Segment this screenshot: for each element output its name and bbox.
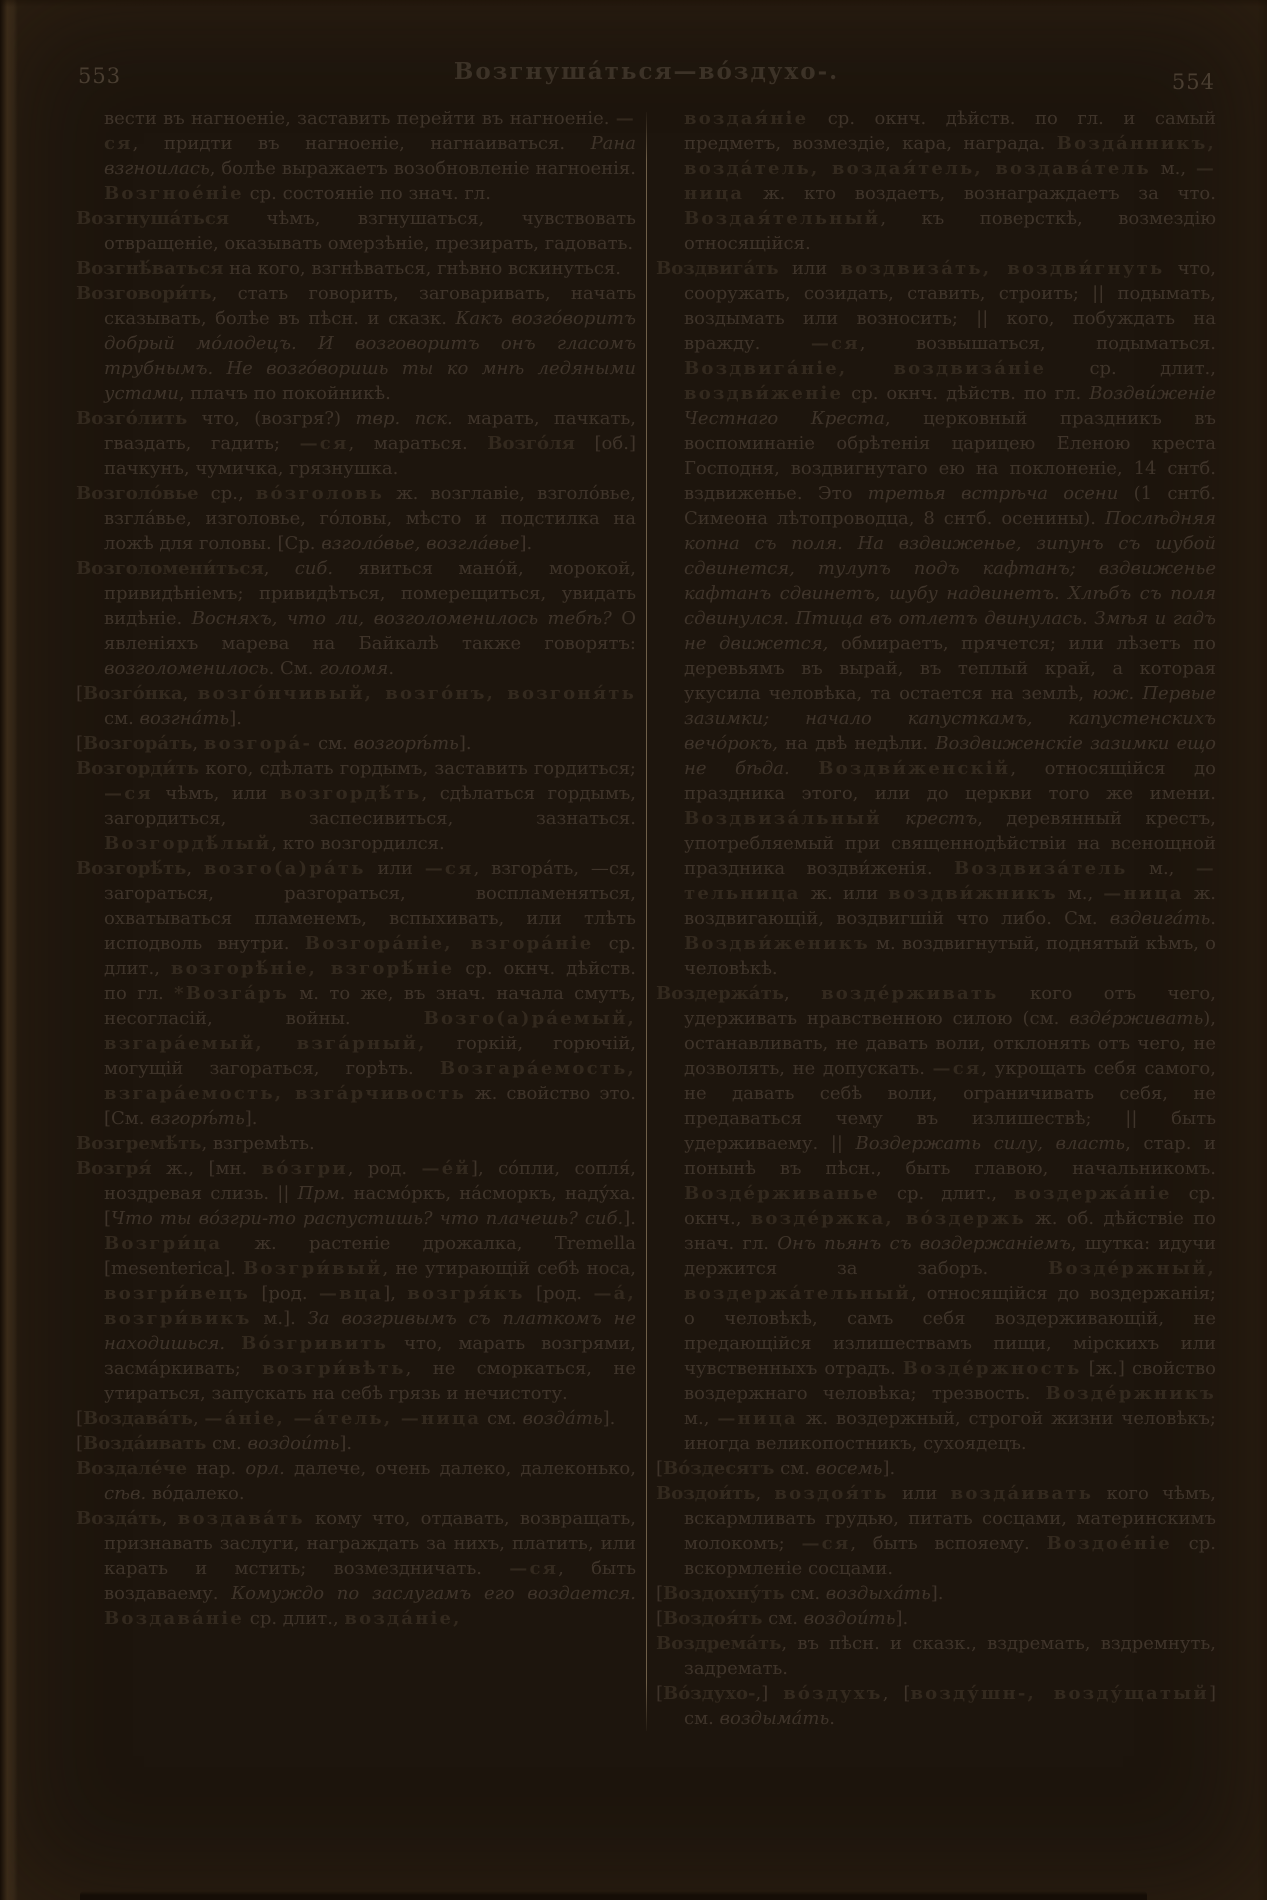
page-number-right: 554	[1171, 70, 1215, 94]
text-segment: ср. состояніе по знач. гл.	[243, 183, 491, 204]
text-segment: обмираетъ, прячется; или лѣзетъ по деревьямъ въ вырай, въ теплый край, а которая укусила человѣка, та остается на землѣ,	[684, 633, 1216, 704]
text-segment: возгора́-	[203, 733, 313, 754]
text-segment: во́здухъ	[783, 1683, 883, 1704]
text-segment: воздоя́ть	[774, 1483, 889, 1504]
text-segment: ],	[383, 1283, 408, 1304]
text-segment: Возгорѣ́ть	[76, 858, 187, 879]
text-segment: Воздрема́ть	[656, 1633, 782, 1654]
book-gutter-shadow	[0, 0, 18, 1900]
text-segment: Возговори́ть	[76, 283, 212, 304]
text-segment: , деревянный крестъ, употребляемый при священнодѣйствіи на всенощной праздника воздви́женія.	[684, 808, 1216, 879]
text-segment: вздéрживать	[1069, 1008, 1204, 1029]
text-segment: [	[656, 1583, 664, 1604]
text-segment: , [	[882, 1683, 911, 1704]
text-segment: —ся	[104, 108, 636, 154]
text-segment: ж. свойство это. [См.	[104, 1083, 636, 1129]
text-segment: сѣв.	[104, 1483, 147, 1504]
text-segment: возгри́вѣть	[262, 1358, 406, 1379]
text-segment: м. то же, въ знач. начала смутъ, несогласій, войны.	[104, 983, 636, 1029]
text-segment: Воздава́ть	[83, 1408, 193, 1429]
text-segment: воздои́ть	[247, 1433, 340, 1454]
text-segment: на кого, взгнѣваться, гнѣвно вскинуться.	[223, 258, 622, 279]
text-segment: .	[388, 658, 395, 679]
text-segment: ср. окнч.,	[684, 1183, 1217, 1229]
text-segment: вздвига́ть	[1109, 908, 1211, 929]
text-segment: возгря́къ	[407, 1283, 525, 1304]
text-segment: возгри́вецъ	[104, 1283, 251, 1304]
text-segment: Воздви́женскій	[818, 758, 1011, 779]
text-segment: ].	[458, 733, 472, 754]
text-segment: ,	[192, 1408, 205, 1429]
text-segment: что, марать возгрями, засма́ркивать;	[104, 1333, 636, 1379]
text-segment: кого, сдѣлать гордымъ, заставить гордиться;	[199, 758, 636, 779]
text-segment: Возголо́вье	[76, 483, 199, 504]
text-segment: , быть воздаваему.	[104, 1558, 636, 1604]
text-segment: воздая́ніе	[684, 108, 809, 129]
text-segment: твр. пск.	[355, 408, 453, 429]
text-segment: , род.	[347, 1158, 422, 1179]
text-segment: , стать говорить, заговаривать, начать сказывать, болѣе въ пѣсн. и сказк.	[104, 283, 636, 329]
text-segment: воздéрживать	[821, 983, 999, 1004]
text-segment: нар.	[187, 1458, 246, 1479]
text-segment: во́далеко.	[146, 1483, 245, 1504]
text-segment: Возда́нникъ, возда́тель, воздая́тель, воздава́тель	[684, 133, 1216, 179]
text-segment: Во́згривить	[241, 1333, 389, 1354]
text-segment: —ница	[1103, 883, 1184, 904]
text-segment: , относящійся до праздника этого, или до церкви того же имени.	[684, 758, 1216, 804]
text-segment: (1 снтб. Симеона лѣтопроводца, 8 снтб. осенины).	[684, 483, 1216, 529]
text-segment: или	[778, 258, 841, 279]
text-segment: О явленіяхъ марева на Байкалѣ также говорятъ:	[104, 608, 636, 654]
text-segment: Возгри́ца	[104, 1233, 223, 1254]
text-segment: м.,	[1150, 158, 1196, 179]
text-segment: Воздéржникъ	[1045, 1383, 1216, 1404]
text-segment: ср. окнч. дѣйств. по гл.	[104, 958, 637, 1004]
text-segment: —ница	[717, 1408, 798, 1429]
text-segment: ж. или	[800, 883, 889, 904]
dictionary-entry	[76, 106, 636, 206]
text-segment: ,	[263, 558, 295, 579]
text-segment: ].	[229, 708, 242, 729]
text-segment: [	[76, 1433, 84, 1454]
text-segment: взголо́вье, возгла́вье	[321, 533, 520, 554]
text-segment: ж. возглавіе, взголо́вье, взгла́вье, изголовье, го́ловы, мѣсто и подстилка на ложѣ для головы. [Ср.	[104, 483, 636, 554]
text-segment: ] см.	[684, 1683, 1216, 1729]
text-segment: Возгремѣ́ть	[76, 1133, 202, 1154]
text-segment: см.	[762, 1608, 804, 1629]
text-segment: , плачъ по покойникѣ.	[178, 383, 391, 404]
text-segment: Воздви́женикъ	[684, 933, 870, 954]
text-segment: воздвиза́ть, воздви́гнуть	[840, 258, 1165, 279]
text-segment: ср.,	[198, 483, 256, 504]
text-segment: Возго́нка	[83, 683, 183, 704]
text-segment: голомя	[319, 658, 389, 679]
text-segment: Воздéрживанье	[684, 1183, 880, 1204]
text-segment: Возгара́емость, взгара́емость, взга́рчивость	[104, 1058, 636, 1104]
text-segment: —ся	[104, 783, 153, 804]
text-segment: м. воздвигнутый, поднятый кѣмъ, о человѣкѣ.	[684, 933, 1216, 979]
text-segment: ср. вскормленіе сосцами.	[684, 1533, 1217, 1579]
text-segment: воздви́жникъ	[888, 883, 1058, 904]
dictionary-entry	[76, 406, 636, 481]
text-segment: ж. растеніе дрожалка, Tremella [mesenterica].	[104, 1233, 636, 1279]
dictionary-entry	[76, 1456, 636, 1506]
text-segment: Возгордѣ́лый	[104, 833, 272, 854]
text-segment: возгорѣ́ть	[353, 733, 459, 754]
text-segment: см.	[312, 733, 354, 754]
text-segment: Воздале́че	[76, 1458, 188, 1479]
text-segment	[225, 1333, 241, 1354]
text-segment: ].	[244, 1108, 258, 1129]
text-segment: Воздои́ть	[656, 1483, 756, 1504]
text-segment: воздержа́ніе	[1014, 1183, 1172, 1204]
text-segment: ж. воздержный, строгой жизни человѣкъ; иногда великопостникъ, сухоядецъ.	[684, 1408, 1216, 1454]
text-segment: ,	[755, 1483, 775, 1504]
text-segment: возда́ть	[522, 1408, 603, 1429]
text-segment: , быть вспояему.	[850, 1533, 1047, 1554]
page-number-left: 553	[78, 64, 122, 88]
text-segment: м.].	[251, 1308, 308, 1329]
text-segment: ср. окнч. дѣйств. по гл. и самый предметъ, возмездіе, кара, награда.	[684, 108, 1216, 154]
text-segment: ж., [мн.	[151, 1158, 262, 1179]
text-segment: что, сооружать, созидать, ставить, строить; || подымать, воздымать или возносить; || кого, побуждать на вражду.	[684, 258, 1217, 354]
text-segment: ].	[519, 533, 533, 554]
text-segment: юж. Первые зазимки; начало капусткамъ, капустенскихъ вечо́рокъ,	[684, 683, 1216, 754]
text-segment: чѣмъ, взгнушаться, чувствовать отвращеніе, оказывать омерзѣніе, презирать, гадовать.	[104, 208, 636, 254]
text-segment: —ся	[810, 333, 860, 354]
dictionary-entry	[656, 1681, 1216, 1731]
text-segment: , относящійся до воздержанія; о человѣкѣ, самъ себя воздерживающій, не предающійся излишествамъ пищи, мірскихъ или чувственныхъ отрадъ.	[684, 1283, 1216, 1379]
text-segment: , взгремѣть.	[201, 1133, 315, 1154]
text-segment	[882, 808, 905, 829]
text-segment: Возголомени́ться	[76, 558, 264, 579]
text-segment: .	[829, 1708, 835, 1729]
text-segment: м.,	[1127, 858, 1196, 879]
text-segment: ,	[186, 858, 204, 879]
text-segment: ,	[182, 683, 198, 704]
text-segment: возго́нчивый, возго́нъ, возгоня́ть	[197, 683, 636, 704]
text-segment: ), останавливать, не давать воли, отклонять отъ чего, не дозволять, не допускать.	[684, 1008, 1216, 1079]
text-segment: возгна́ть	[139, 708, 230, 729]
text-segment: возголоменилось	[104, 658, 269, 679]
text-segment: —а́, возгри́викъ	[104, 1283, 637, 1329]
text-segment: возгорѣ́ніе, взгорѣ́ніе	[170, 958, 455, 979]
text-segment: Воздержа́ть	[656, 983, 784, 1004]
text-segment: Воздохну́ть	[663, 1583, 785, 1604]
text-segment: Воздоя́ть	[663, 1608, 763, 1629]
text-segment: чѣмъ, или	[152, 783, 280, 804]
text-segment: ж. воздвигающій, воздвигшій что либо. См.	[684, 883, 1216, 929]
text-segment: [	[656, 1683, 664, 1704]
text-segment: ср. длит.,	[1046, 358, 1216, 379]
text-segment: см.	[481, 1408, 523, 1429]
text-segment: Онъ пьянъ съ воздержаніемъ	[777, 1233, 1071, 1254]
dictionary-entry	[656, 106, 1216, 256]
page-edge-right	[1257, 0, 1267, 1900]
text-segment: Воздвига́ть	[656, 258, 779, 279]
text-segment: [	[76, 733, 84, 754]
text-segment: Воздви́женіе Честнаго Креста	[684, 383, 1216, 429]
text-segment: Во́здухо-	[663, 1683, 756, 1704]
text-segment: сиб.	[294, 558, 334, 579]
page-content	[76, 106, 1216, 1731]
text-segment: возда́ніе,	[344, 1608, 462, 1629]
text-segment: Возгри́вый	[243, 1258, 383, 1279]
text-segment: .	[1210, 908, 1216, 929]
dictionary-entry	[76, 856, 636, 1131]
text-segment: —ся	[299, 433, 349, 454]
column-divider	[646, 112, 647, 1731]
text-segment: Возгнуша́ться	[76, 208, 230, 229]
text-segment: Возда́ивать	[83, 1433, 207, 1454]
text-segment: явиться мано́й, морокой, привидѣніемъ; привидѣться, померещиться, увидать видѣніе.	[104, 558, 636, 629]
text-segment: крестъ	[905, 808, 978, 829]
text-segment: Воздвиза́льный	[684, 808, 882, 829]
text-segment: ].	[895, 1608, 909, 1629]
text-segment: Возгнѣ́ваться	[76, 258, 224, 279]
dictionary-entry	[76, 1431, 636, 1456]
text-segment: [	[76, 683, 84, 704]
text-segment: [род.	[250, 1283, 319, 1304]
text-segment: Возгора́ть	[83, 733, 193, 754]
text-segment: далече, очень далеко, далеконько,	[284, 1458, 636, 1479]
text-segment: орл.	[245, 1458, 285, 1479]
text-segment: ср. длит.,	[104, 933, 636, 979]
text-segment: кого отъ чего, удерживать нравственною силою (см.	[684, 983, 1216, 1029]
text-segment: —тельница	[684, 858, 1216, 904]
text-segment: ,	[192, 733, 204, 754]
text-segment: ср. окнч. дѣйств. по гл.	[843, 383, 1090, 404]
text-segment: горкій, горючій, могущій загораться, горѣть.	[104, 1033, 636, 1079]
text-segment: Возгорди́ть	[76, 758, 200, 779]
text-segment: воздви́женіе	[684, 383, 844, 404]
text-segment: Восняхъ, что ли, возголоменилось тебѣ?	[191, 608, 612, 629]
text-segment: см.	[784, 1583, 826, 1604]
text-segment: взгорѣ́ть	[150, 1108, 245, 1129]
text-segment: *Возга́ръ	[174, 983, 289, 1004]
text-segment: . См.	[268, 658, 320, 679]
text-segment: Воздвиженскіе зазимки ещо не бѣда.	[684, 733, 1216, 779]
text-segment: ].	[623, 1208, 636, 1229]
text-segment: Какъ возго́воритъ добрый мо́лодецъ. И возговоритъ онъ гласомъ трубнымъ. Не возго́воришь ты ко мнѣ ледяными устами	[104, 308, 636, 404]
text-segment: кого чѣмъ, вскармливать грудью, питать сосцами, материнскимъ молокомъ;	[684, 1483, 1216, 1554]
text-segment: воздава́ть	[177, 1508, 305, 1529]
dictionary-entry	[76, 256, 636, 281]
page-edge-bottom	[80, 1891, 1147, 1900]
text-segment: [род.	[524, 1283, 594, 1304]
dictionary-entry	[656, 1631, 1216, 1681]
dictionary-entry	[656, 1606, 1216, 1631]
text-segment: , въ пѣсн. и сказк., вздремать, вздремнуть, задремать.	[684, 1633, 1216, 1679]
dictionary-entry	[656, 256, 1216, 981]
text-segment: —ся	[509, 1558, 559, 1579]
text-segment: ].	[930, 1583, 944, 1604]
text-segment: возгордѣ́ть	[279, 783, 422, 804]
text-segment: Воздвига́ніе, воздвиза́ніе	[684, 358, 1047, 379]
dictionary-entry	[76, 1131, 636, 1156]
dictionary-entry	[76, 731, 636, 756]
dictionary-entry	[76, 481, 636, 556]
text-segment: воздои́ть	[803, 1608, 896, 1629]
dictionary-entry	[76, 206, 636, 256]
dictionary-entry	[656, 1581, 1216, 1606]
text-segment: ].	[339, 1433, 353, 1454]
text-segment: третья встрѣча осени	[867, 483, 1119, 504]
text-segment: Возго́ля	[487, 433, 575, 454]
text-segment: , укрощать себя самого, не давать себѣ воли, ограничивать себя, не предаваться чему въ излишествѣ; || быть удерживаему. ||	[684, 1058, 1216, 1154]
text-segment: Воздержать силу, власть	[855, 1133, 1126, 1154]
text-segment: во́зголовь	[255, 483, 385, 504]
text-segment: ж. кто воздаетъ, вознаграждаетъ за что.	[744, 183, 1216, 204]
text-segment: что, (возгря?)	[187, 408, 356, 429]
text-segment: , взгора́ть, —ся, загораться, разгораться, воспламеняться, охватываться пламенемъ, вспыхивать, или тлѣть исподволь внутри.	[104, 858, 637, 954]
text-segment: Воздая́тельный	[684, 208, 881, 229]
dictionary-entry	[76, 1406, 636, 1431]
page-edge-top	[0, 0, 1267, 7]
text-segment: ].	[602, 1408, 616, 1429]
text-segment: —е́й	[421, 1158, 471, 1179]
dictionary-entry	[656, 981, 1216, 1456]
text-segment: Послѣдняя копна съ поля. На вздвиженье, зипунъ съ шубой сдвинется, тулупъ подъ кафтанъ; вздвиженье кафтанъ сдвинетъ, шубу надвинетъ. Хлѣбъ съ поля сдвинулся. Птица въ отлетъ двинулась. Змѣя и гадъ не движется,	[684, 508, 1216, 654]
text-segment: , церковный праздникъ въ воспоминаніе обрѣтенія царицею Еленою креста Господня, воздвигнутаго ею на поклоненіе, 14 снтб. вздвиженье. Это	[684, 408, 1216, 504]
text-segment: Прм.	[297, 1183, 346, 1204]
text-segment: [	[656, 1458, 664, 1479]
text-segment: возда́ивать	[950, 1483, 1094, 1504]
text-segment: вести въ нагноеніе, заставить перейти въ нагноеніе.	[104, 108, 616, 129]
text-segment	[790, 758, 819, 779]
text-segment: [	[76, 1408, 84, 1429]
text-segment: , болѣе выражаетъ возобновленіе нагноенія.	[209, 158, 636, 179]
text-segment: или	[888, 1483, 951, 1504]
text-segment: —ница	[684, 158, 1217, 204]
text-segment: , шутка: идучи держится за заборъ.	[684, 1233, 1216, 1279]
text-segment: восемь	[815, 1458, 883, 1479]
text-segment: , придти въ нагноеніе, нагнаиваться.	[132, 133, 591, 154]
text-segment: Возго́лить	[76, 408, 188, 429]
dictionary-entry	[76, 1506, 636, 1631]
dictionary-entry	[76, 1156, 636, 1406]
dictionary-entry	[656, 1481, 1216, 1581]
dictionary-entry	[76, 556, 636, 681]
text-segment: м.,	[1057, 883, 1104, 904]
text-segment: воздыма́ть	[719, 1708, 830, 1729]
text-segment: см.	[774, 1458, 816, 1479]
text-segment: [об.] пачкунъ, чумичка, грязнушка.	[104, 433, 636, 479]
text-segment: или	[365, 858, 425, 879]
text-segment: ,]	[755, 1683, 784, 1704]
text-segment: воздыха́ть	[825, 1583, 931, 1604]
text-segment: марать, пачкать, гваздать, гадить;	[104, 408, 637, 454]
page-header	[78, 58, 1215, 92]
text-segment: , сдѣлаться гордымъ, загордиться, заспесивиться, зазнаться.	[104, 783, 636, 829]
text-segment: Комуждо по заслугамъ его воздается.	[231, 1583, 637, 1604]
dictionary-entry	[656, 1456, 1216, 1481]
text-segment: , къ поверсткѣ, возмездію относящійся.	[684, 208, 1216, 254]
text-segment: см.	[104, 708, 140, 729]
text-segment: —ся	[801, 1533, 851, 1554]
text-segment: Возгора́ніе, взгора́ніе	[304, 933, 594, 954]
text-segment: За возгривымъ съ платкомъ не находишься.	[104, 1308, 636, 1354]
text-segment: ], со́пли, сопля́, ноздревая слизь. ||	[104, 1158, 636, 1204]
text-segment: , возвышаться, подыматься.	[859, 333, 1216, 354]
text-segment: Воздéржность	[902, 1358, 1082, 1379]
dictionary-entry	[76, 756, 636, 856]
text-segment: ср. длит.,	[879, 1183, 1015, 1204]
text-segment: м.,	[684, 1408, 718, 1429]
text-segment: см.	[206, 1433, 248, 1454]
text-segment: —ся	[424, 858, 474, 879]
dictionary-entry	[76, 281, 636, 406]
text-segment: , кто возгордился.	[271, 833, 445, 854]
text-segment: , стар. и понынѣ въ пѣсн., быть главою, начальникомъ.	[684, 1133, 1216, 1179]
text-segment: Воздава́ніе	[104, 1608, 245, 1629]
text-segment: Воздéржный, воздержа́тельный	[684, 1258, 1216, 1304]
running-title: Возгнуша́ться—во́здухо-.	[453, 58, 840, 85]
text-segment: Что ты во́згри-то распустишь? что плачешь? сиб.	[111, 1208, 624, 1229]
text-segment: на двѣ недѣли.	[778, 733, 936, 754]
text-segment: , не сморкаться, не утираться, запускать на себѣ грязь и нечистоту.	[104, 1358, 636, 1404]
dictionary-entry	[76, 681, 636, 731]
text-segment: ].	[882, 1458, 896, 1479]
text-segment: ж. об. дѣйствіе по знач. гл.	[684, 1208, 1216, 1254]
column-right	[656, 106, 1216, 1731]
text-segment: [	[656, 1608, 664, 1629]
text-segment: во́згри	[261, 1158, 348, 1179]
text-segment: Воздвиза́тель	[953, 858, 1128, 879]
text-segment: Возгное́ніе	[104, 183, 244, 204]
text-segment: Возго(а)ра́емый, взгара́емый, взга́рный,	[104, 1008, 636, 1054]
text-segment: [ж.] свойство воздержнаго человѣка; трезвость.	[684, 1358, 1217, 1404]
column-left	[76, 106, 636, 1731]
text-segment: Возда́ть	[76, 1508, 162, 1529]
text-segment: воздéржка, во́здержь	[750, 1208, 1026, 1229]
text-segment: —вца	[318, 1283, 384, 1304]
text-segment: ср. длит.,	[244, 1608, 345, 1629]
text-segment: —а́ніе, —а́тель, —ница	[204, 1408, 482, 1429]
text-segment: возду́шн-, возду́щатый	[910, 1683, 1209, 1704]
text-segment: , не утирающій себѣ носа,	[382, 1258, 636, 1279]
text-segment: кому что, отдавать, возвращать, признавать заслуги, награждать за нихъ, платить, или карать и мстить; возмездничать.	[104, 1508, 636, 1579]
text-segment: , мараться.	[348, 433, 488, 454]
text-segment: Рана взгноилась	[104, 133, 636, 179]
text-segment: ,	[783, 983, 822, 1004]
text-segment: Во́здесятъ	[663, 1458, 775, 1479]
text-segment: возго(а)ра́ть	[203, 858, 366, 879]
text-segment: Возгря́	[76, 1158, 152, 1179]
text-segment: ,	[161, 1508, 178, 1529]
text-segment: Воздое́ніе	[1046, 1533, 1172, 1554]
text-segment: насмо́ркъ, на́сморкъ, наду́ха. [	[104, 1183, 637, 1229]
text-segment: —ся	[932, 1058, 982, 1079]
